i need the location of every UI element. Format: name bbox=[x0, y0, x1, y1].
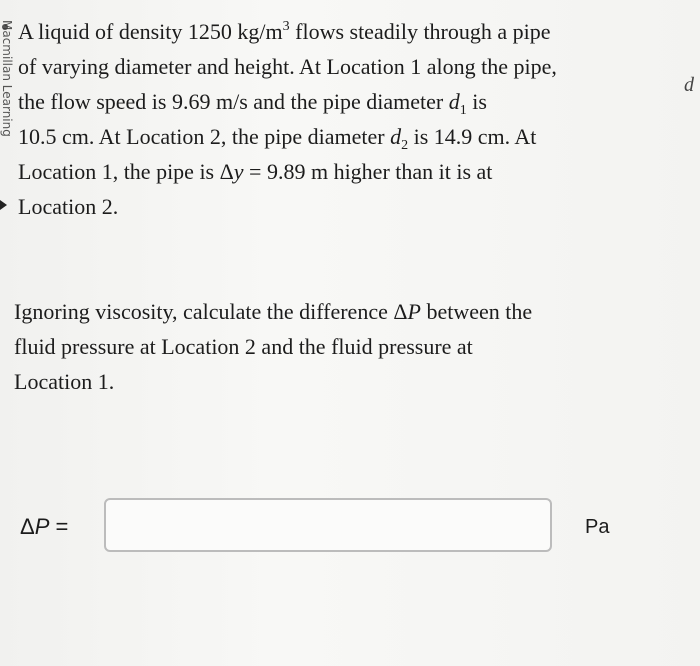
problem-line-6: Location 2. bbox=[18, 194, 119, 219]
answer-input[interactable] bbox=[104, 498, 552, 552]
answer-unit: Pa bbox=[585, 516, 610, 538]
problem-line-1: A liquid of density 1250 $kg/m^3$ flows steadily through a pipe bbox=[18, 19, 551, 44]
edge-arrow-icon bbox=[0, 200, 7, 210]
edge-brand-text: Macmillan Learning bbox=[0, 20, 14, 137]
question-line-1: Ignoring viscosity, calculate the difference ΔP between the bbox=[14, 299, 533, 324]
question-prompt bbox=[14, 294, 614, 399]
question-line-3: Location 1. bbox=[14, 369, 115, 394]
problem-statement bbox=[18, 14, 618, 224]
problem-line-5: Location 1, the pipe is Δy = 9.89 m higher than it is at bbox=[18, 159, 493, 184]
left-edge-strip bbox=[0, 0, 12, 220]
question-line-2: fluid pressure at Location 2 and the fluid pressure at bbox=[14, 334, 473, 359]
margin-letter: d bbox=[684, 74, 694, 96]
problem-line-4: 10.5 cm. At Location 2, the pipe diameter $d_2$ is 14.9 cm. At bbox=[18, 124, 537, 153]
answer-label: ΔP = bbox=[20, 514, 69, 539]
problem-line-2: of varying diameter and height. At Location 1 along the pipe, bbox=[18, 54, 557, 79]
answer-row bbox=[0, 498, 700, 558]
problem-line-3: the flow speed is 9.69 m/s and the pipe diameter $d_1$ is bbox=[18, 89, 487, 118]
